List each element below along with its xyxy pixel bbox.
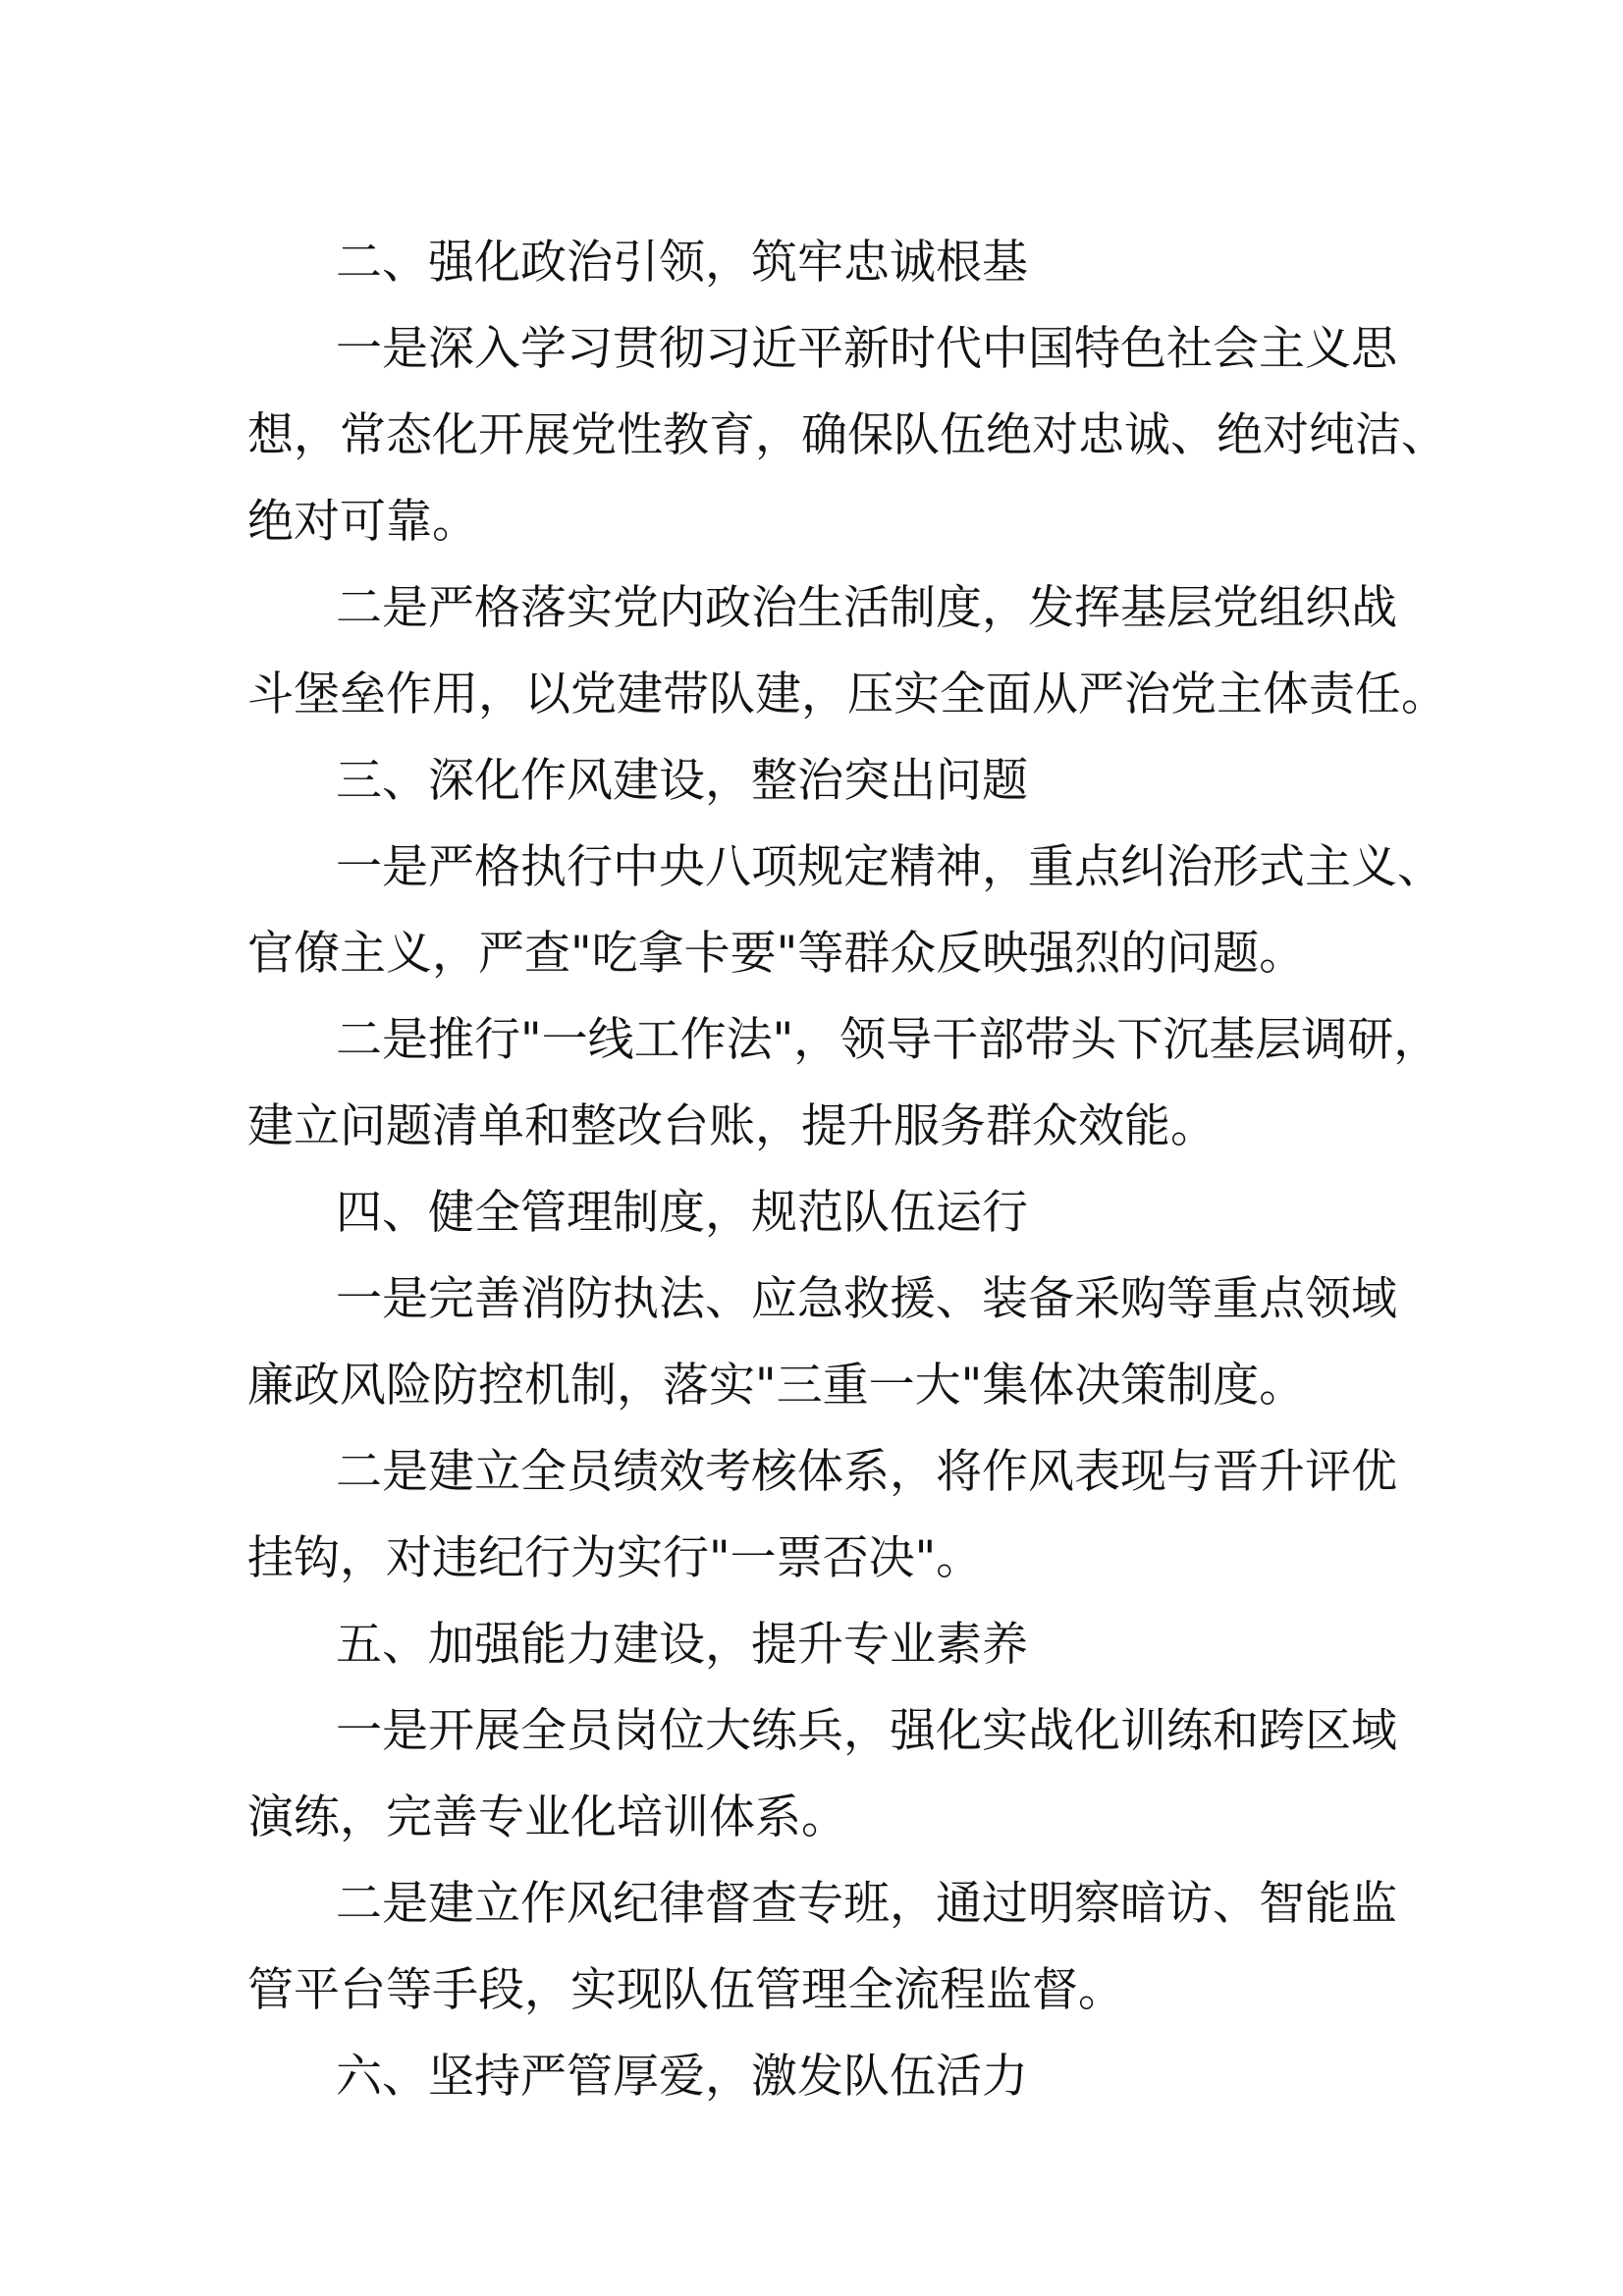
paragraph-line: 一是严格执行中央八项规定精神，重点纠治形式主义、 (336, 840, 1443, 894)
paragraph-line: 官僚主义，严查"吃拿卡要"等群众反映强烈的问题。 (247, 927, 1306, 981)
paragraph-line: 斗堡垒作用，以党建带队建，压实全面从严治党主体责任。 (247, 667, 1447, 721)
section-heading-6: 六、坚持严管厚爱，激发队伍活力 (336, 2050, 1028, 2104)
paragraph-line: 一是开展全员岗位大练兵，强化实战化训练和跨区域 (336, 1704, 1397, 1758)
paragraph-line: 一是深入学习贯彻习近平新时代中国特色社会主义思 (336, 322, 1397, 376)
paragraph-line: 二是建立全员绩效考核体系，将作风表现与晋升评优 (336, 1445, 1397, 1499)
paragraph-line: 建立问题清单和整改台账，提升服务群众效能。 (247, 1099, 1217, 1153)
paragraph-line: 廉政风险防控机制，落实"三重一大"集体决策制度。 (247, 1359, 1306, 1413)
section-heading-4: 四、健全管理制度，规范队伍运行 (336, 1186, 1028, 1240)
section-heading-2: 二、强化政治引领，筑牢忠诚根基 (336, 236, 1028, 290)
section-heading-3: 三、深化作风建设，整治突出问题 (336, 754, 1028, 808)
paragraph-line: 挂钩，对违纪行为实行"一票否决"。 (247, 1531, 983, 1585)
section-heading-5: 五、加强能力建设，提升专业素养 (336, 1618, 1028, 1672)
paragraph-line: 想，常态化开展党性教育，确保队伍绝对忠诚、绝对纯洁、 (247, 408, 1447, 462)
paragraph-line: 管平台等手段，实现队伍管理全流程监督。 (247, 1963, 1124, 2017)
paragraph-line: 演练，完善专业化培训体系。 (247, 1790, 847, 1844)
paragraph-line: 绝对可靠。 (247, 495, 478, 549)
paragraph-line: 二是推行"一线工作法"，领导干部带头下沉基层调研， (336, 1013, 1440, 1067)
paragraph-line: 一是完善消防执法、应急救援、装备采购等重点领域 (336, 1272, 1397, 1326)
paragraph-line: 二是建立作风纪律督查专班，通过明察暗访、智能监 (336, 1877, 1397, 1931)
paragraph-line: 二是严格落实党内政治生活制度，发挥基层党组织战 (336, 581, 1397, 635)
